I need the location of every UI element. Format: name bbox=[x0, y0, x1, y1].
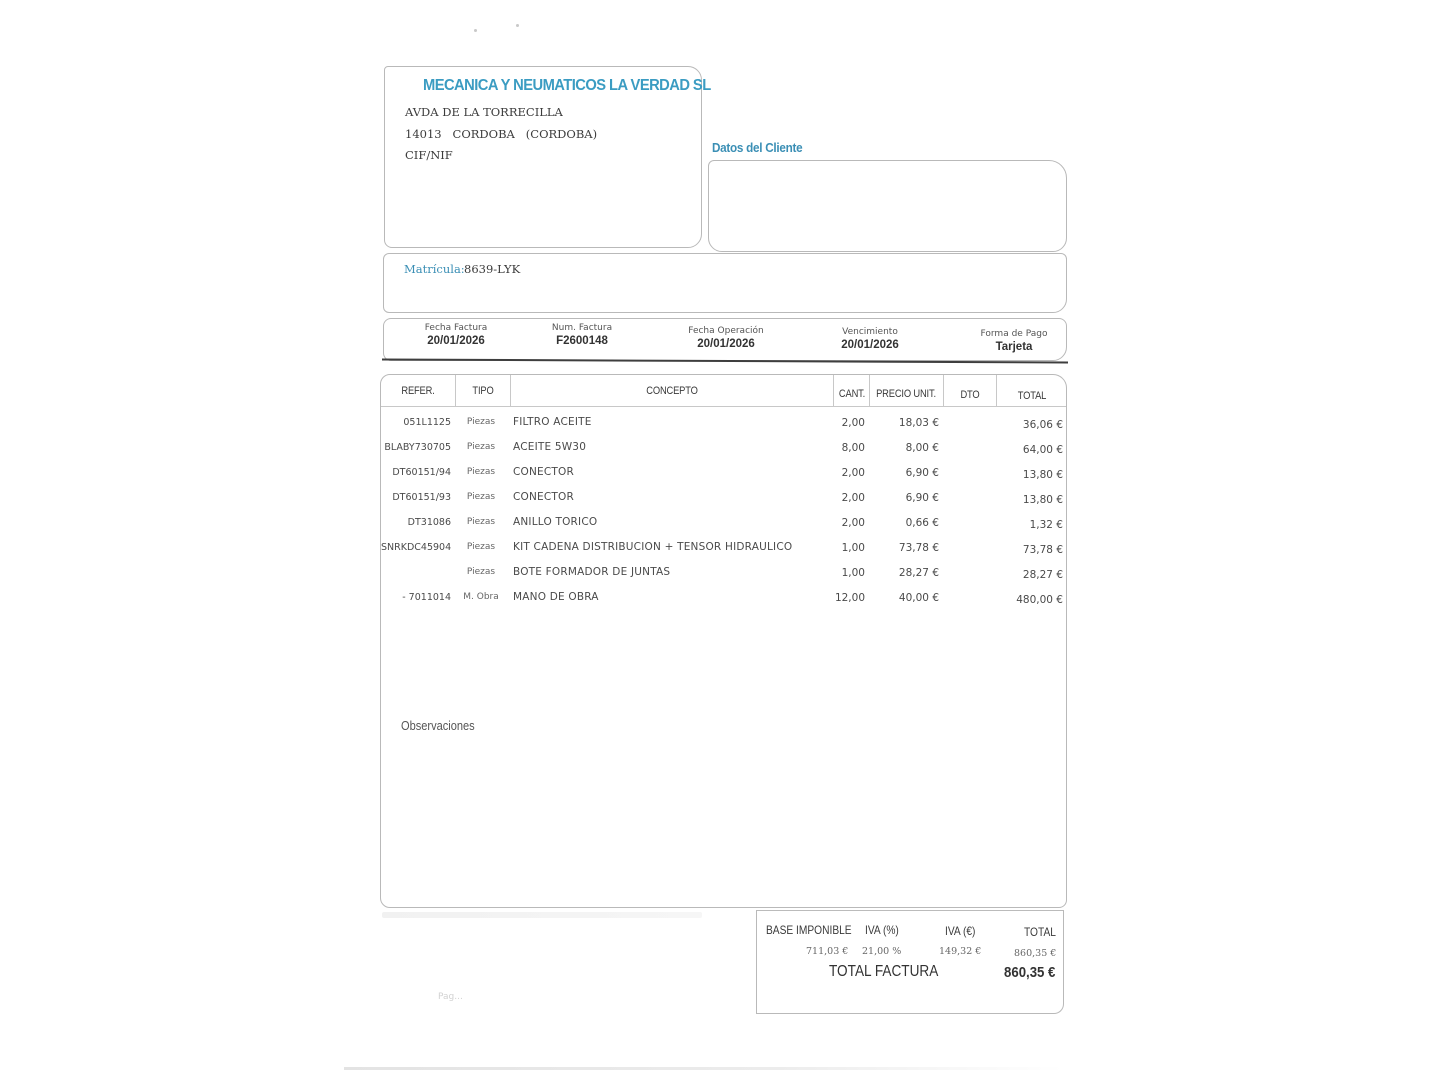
column-divider bbox=[996, 375, 997, 407]
column-divider bbox=[869, 375, 870, 407]
cell-tipo: Piezas bbox=[466, 467, 496, 477]
cell-concepto: CONECTOR bbox=[513, 491, 574, 503]
cell-ref: DT60151/94 bbox=[392, 467, 451, 478]
meta-value: F2600148 bbox=[556, 335, 608, 347]
table-header bbox=[381, 375, 1066, 407]
cell-total: 480,00 € bbox=[1016, 594, 1063, 606]
meta-value: Tarjeta bbox=[995, 341, 1033, 353]
meta-value: 20/01/2026 bbox=[427, 335, 485, 347]
column-divider bbox=[455, 375, 456, 407]
cell-cant: 8,00 bbox=[841, 442, 865, 454]
cell-ref: 051L1125 bbox=[403, 417, 451, 428]
cell-tipo: Piezas bbox=[466, 442, 496, 452]
cell-tipo: Piezas bbox=[466, 517, 496, 527]
scan-speck bbox=[516, 24, 519, 27]
meta-label: Vencimiento bbox=[842, 327, 898, 337]
table-row bbox=[381, 440, 1066, 460]
meta-invoice-date bbox=[404, 323, 508, 347]
cell-ref: BLABY730705 bbox=[384, 442, 451, 453]
cell-tipo: Piezas bbox=[466, 417, 496, 427]
iva-amount-value: 149,32 € bbox=[939, 946, 982, 957]
column-divider bbox=[943, 375, 944, 407]
cell-precio: 28,27 € bbox=[898, 567, 939, 579]
meta-payment-method bbox=[970, 329, 1058, 353]
cell-concepto: ANILLO TORICO bbox=[513, 516, 598, 528]
table-row bbox=[381, 515, 1066, 535]
invoice-meta-box bbox=[383, 318, 1067, 361]
cell-cant: 2,00 bbox=[841, 417, 865, 429]
base-value: 711,03 € bbox=[806, 946, 849, 957]
header-dto: DTO bbox=[960, 389, 980, 401]
table-row bbox=[381, 490, 1066, 510]
cell-total: 73,78 € bbox=[1022, 544, 1063, 556]
totals-box bbox=[756, 910, 1064, 1014]
cell-concepto: BOTE FORMADOR DE JUNTAS bbox=[513, 566, 671, 578]
header-total: TOTAL bbox=[1017, 390, 1047, 402]
plate-label: Matrícula: bbox=[404, 262, 465, 276]
cell-precio: 6,90 € bbox=[905, 467, 939, 479]
page-bottom-edge bbox=[344, 1067, 1064, 1070]
total-value: 860,35 € bbox=[1014, 948, 1057, 959]
cell-precio: 73,78 € bbox=[898, 542, 939, 554]
header-ref: REFER. bbox=[401, 385, 435, 397]
company-name: MECANICA Y NEUMATICOS LA VERDAD SL bbox=[423, 77, 711, 94]
cell-tipo: Piezas bbox=[466, 567, 496, 577]
column-divider bbox=[833, 375, 834, 407]
cell-ref: DT60151/93 bbox=[392, 492, 451, 503]
cell-cant: 2,00 bbox=[841, 467, 865, 479]
cell-cant: 12,00 bbox=[834, 592, 865, 604]
table-row bbox=[381, 565, 1066, 585]
meta-value: 20/01/2026 bbox=[697, 338, 755, 350]
client-section-title: Datos del Cliente bbox=[712, 140, 803, 155]
cell-precio: 6,90 € bbox=[905, 492, 939, 504]
cell-total: 13,80 € bbox=[1022, 494, 1063, 506]
cell-total: 13,80 € bbox=[1022, 469, 1063, 481]
table-row bbox=[381, 540, 1066, 560]
meta-label: Forma de Pago bbox=[980, 329, 1048, 339]
cell-ref: SNRKDC45904 bbox=[381, 542, 452, 553]
meta-operation-date bbox=[674, 326, 778, 350]
cell-total: 28,27 € bbox=[1022, 569, 1063, 581]
cell-cant: 2,00 bbox=[841, 492, 865, 504]
line-items-table bbox=[380, 374, 1067, 908]
scan-speck bbox=[474, 29, 477, 32]
table-row bbox=[381, 590, 1066, 610]
faint-legal-text bbox=[382, 912, 702, 918]
cell-concepto: FILTRO ACEITE bbox=[513, 416, 592, 428]
header-concepto: CONCEPTO bbox=[646, 385, 698, 397]
cell-precio: 40,00 € bbox=[898, 592, 939, 604]
meta-label: Fecha Factura bbox=[424, 323, 488, 333]
cell-total: 36,06 € bbox=[1022, 419, 1063, 431]
observations-label: Observaciones bbox=[401, 718, 475, 733]
cell-ref: DT31086 bbox=[407, 517, 451, 528]
cell-total: 64,00 € bbox=[1022, 444, 1063, 456]
cell-tipo: Piezas bbox=[466, 492, 496, 502]
meta-invoice-number bbox=[534, 323, 630, 347]
table-row bbox=[381, 415, 1066, 435]
iva-amount-label: IVA (€) bbox=[945, 924, 976, 938]
page-label: Pag... bbox=[438, 992, 463, 1002]
meta-label: Fecha Operación bbox=[688, 326, 764, 336]
header-cant: CANT. bbox=[838, 388, 866, 400]
plate-value: 8639-LYK bbox=[464, 262, 521, 276]
cell-concepto: ACEITE 5W30 bbox=[513, 441, 587, 453]
cell-precio: 18,03 € bbox=[898, 417, 939, 429]
cell-concepto: CONECTOR bbox=[513, 466, 574, 478]
cell-precio: 0,66 € bbox=[905, 517, 939, 529]
base-label: BASE IMPONIBLE bbox=[766, 923, 852, 937]
company-tax-id-label: CIF/NIF bbox=[405, 148, 453, 162]
cell-tipo: Piezas bbox=[466, 542, 496, 552]
meta-due-date bbox=[818, 327, 922, 351]
client-info-box bbox=[708, 160, 1067, 252]
iva-pct-label: IVA (%) bbox=[865, 923, 899, 937]
meta-value: 20/01/2026 bbox=[841, 339, 899, 351]
header-tipo: TIPO bbox=[472, 385, 494, 397]
cell-concepto: MANO DE OBRA bbox=[513, 591, 599, 603]
company-city: 14013 CORDOBA (CORDOBA) bbox=[405, 127, 598, 141]
iva-pct-value: 21,00 % bbox=[862, 946, 902, 957]
total-label: TOTAL bbox=[1024, 925, 1056, 939]
cell-cant: 1,00 bbox=[841, 542, 865, 554]
cell-precio: 8,00 € bbox=[905, 442, 939, 454]
vehicle-info-box bbox=[383, 253, 1067, 313]
company-address: AVDA DE LA TORRECILLA bbox=[405, 105, 563, 119]
column-divider bbox=[510, 375, 511, 407]
cell-total: 1,32 € bbox=[1029, 519, 1063, 531]
company-info-box bbox=[384, 66, 711, 248]
cell-cant: 2,00 bbox=[841, 517, 865, 529]
cell-concepto: KIT CADENA DISTRIBUCION + TENSOR HIDRAULICO bbox=[513, 541, 793, 553]
grand-total-label: TOTAL FACTURA bbox=[829, 963, 939, 980]
meta-label: Num. Factura bbox=[551, 323, 613, 333]
grand-total-value: 860,35 € bbox=[1003, 964, 1055, 981]
table-row bbox=[381, 465, 1066, 485]
cell-tipo: M. Obra bbox=[463, 592, 499, 602]
header-precio: PRECIO UNIT. bbox=[876, 388, 936, 400]
cell-ref: - 7011014 bbox=[402, 592, 451, 603]
cell-cant: 1,00 bbox=[841, 567, 865, 579]
